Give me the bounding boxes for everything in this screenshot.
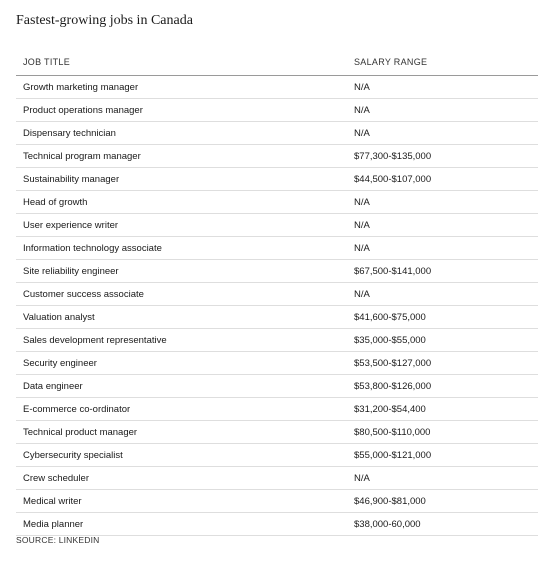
job-title-cell: Head of growth — [23, 196, 88, 208]
page-title: Fastest-growing jobs in Canada — [16, 13, 193, 28]
table-row — [16, 145, 538, 168]
table-row — [16, 352, 538, 375]
table-row — [16, 375, 538, 398]
column-header-salary-range: SALARY RANGE — [354, 57, 428, 67]
job-title-cell: Cybersecurity specialist — [23, 449, 123, 461]
table-row — [16, 168, 538, 191]
table-row — [16, 398, 538, 421]
salary-range-cell: N/A — [354, 288, 370, 300]
salary-range-cell: $31,200-$54,400 — [354, 403, 426, 415]
table-header-row — [16, 49, 538, 76]
salary-range-cell: $80,500-$110,000 — [354, 426, 431, 438]
table-row — [16, 122, 538, 145]
job-title-cell: Technical program manager — [23, 150, 141, 162]
job-title-cell: Sustainability manager — [23, 173, 120, 185]
salary-range-cell: N/A — [354, 127, 370, 139]
salary-range-cell: $41,600-$75,000 — [354, 311, 426, 323]
table-row — [16, 191, 538, 214]
salary-range-cell: N/A — [354, 472, 370, 484]
jobs-table — [16, 49, 538, 536]
salary-range-cell: N/A — [354, 242, 370, 254]
table-row — [16, 490, 538, 513]
job-title-cell: E-commerce co-ordinator — [23, 403, 131, 415]
source-note: SOURCE: LINKEDIN — [16, 535, 100, 545]
table-row — [16, 76, 538, 99]
table-row — [16, 237, 538, 260]
job-title-cell: Crew scheduler — [23, 472, 89, 484]
job-title-cell: Technical product manager — [23, 426, 138, 438]
job-title-cell: Product operations manager — [23, 104, 143, 116]
salary-range-cell: $38,000-60,000 — [354, 518, 421, 530]
job-title-cell: Medical writer — [23, 495, 82, 507]
job-title-cell: Dispensary technician — [23, 127, 116, 139]
salary-range-cell: $53,800-$126,000 — [354, 380, 432, 392]
salary-range-cell: $46,900-$81,000 — [354, 495, 426, 507]
salary-range-cell: $44,500-$107,000 — [354, 173, 432, 185]
table-row — [16, 306, 538, 329]
column-header-job-title: JOB TITLE — [23, 57, 71, 67]
salary-range-cell: N/A — [354, 219, 370, 231]
job-title-cell: Growth marketing manager — [23, 81, 139, 93]
salary-range-cell: $55,000-$121,000 — [354, 449, 432, 461]
table-row — [16, 467, 538, 490]
table-row — [16, 329, 538, 352]
table-row — [16, 421, 538, 444]
job-title-cell: Site reliability engineer — [23, 265, 119, 277]
salary-range-cell: $77,300-$135,000 — [354, 150, 432, 162]
job-title-cell: User experience writer — [23, 219, 119, 231]
job-title-cell: Data engineer — [23, 380, 83, 392]
job-title-cell: Information technology associate — [23, 242, 162, 254]
job-title-cell: Customer success associate — [23, 288, 144, 300]
salary-range-cell: $35,000-$55,000 — [354, 334, 426, 346]
salary-range-cell: $53,500-$127,000 — [354, 357, 432, 369]
table-body — [16, 76, 538, 536]
table-row — [16, 99, 538, 122]
job-title-cell: Security engineer — [23, 357, 97, 369]
table-row — [16, 283, 538, 306]
table-row — [16, 513, 538, 536]
job-title-cell: Valuation analyst — [23, 311, 95, 323]
table-row — [16, 444, 538, 467]
table-row — [16, 260, 538, 283]
salary-range-cell: N/A — [354, 81, 370, 93]
salary-range-cell: N/A — [354, 104, 370, 116]
job-title-cell: Media planner — [23, 518, 84, 530]
job-title-cell: Sales development representative — [23, 334, 167, 346]
salary-range-cell: $67,500-$141,000 — [354, 265, 432, 277]
table-row — [16, 214, 538, 237]
salary-range-cell: N/A — [354, 196, 370, 208]
